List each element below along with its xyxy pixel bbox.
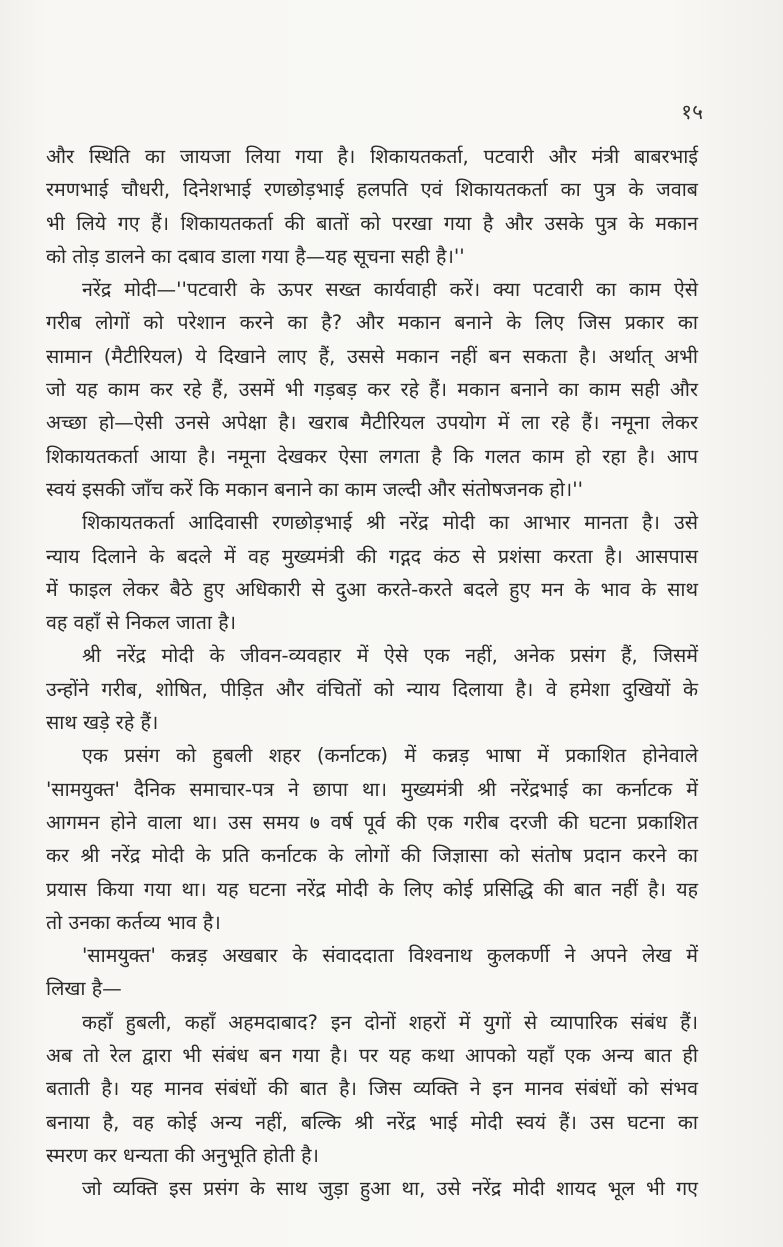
text-line: 'सामयुक्त' कन्नड़ अखबार के संवाददाता विश्वनाथ कुलकर्णी ने अपने लेख में	[82, 944, 698, 968]
page-number: १५	[681, 100, 703, 124]
paragraph	[46, 1172, 698, 1205]
text-line: गरीब लोगों को परेशान करने का है? और मकान बनाने के लिए जिस प्रकार का	[46, 311, 698, 335]
text-line: उन्होंने गरीब, शोषित, पीड़ित और वंचितों को न्याय दिलाया है। वे हमेशा दुखियों के	[46, 677, 698, 701]
text-line: अब तो रेल द्वारा भी संबंध बन गया है। पर यह कथा आपको यहाँ एक अन्य बात ही	[46, 1044, 698, 1068]
text-line: शिकायतकर्ता आया है। नमूना देखकर ऐसा लगता है कि गलत काम हो रहा है। आप	[46, 444, 698, 468]
paragraph	[46, 739, 698, 939]
text-line: सामान (मैटीरियल) ये दिखाने लाए हैं, उससे मकान नहीं बन सकता है। अर्थात् अभी	[46, 344, 698, 368]
text-line: वह वहाँ से निकल जाता है।	[46, 611, 237, 635]
text-line: जो यह काम कर रहे हैं, उसमें भी गड़बड़ कर रहे हैं। मकान बनाने का काम सही और	[46, 378, 698, 402]
text-line: 'सामयुक्त' दैनिक समाचार-पत्र ने छापा था। मुख्यमंत्री श्री नरेंद्रभाई का कर्नाटक में	[46, 777, 698, 801]
text-line: में फाइल लेकर बैठे हुए अधिकारी से दुआ करते-करते बदले हुए मन के भाव के साथ	[46, 577, 698, 601]
text-line: एक प्रसंग को हुबली शहर (कर्नाटक) में कन्नड़ भाषा में प्रकाशित होनेवाले	[82, 744, 698, 768]
text-line: तो उनका कर्तव्य भाव है।	[46, 910, 221, 934]
text-line: बताती है। यह मानव संबंधों की बात है। जिस व्यक्ति ने इन मानव संबंधों को संभव	[46, 1077, 698, 1101]
text-line: प्रयास किया गया था। यह घटना नरेंद्र मोदी के लिए कोई प्रसिद्धि की बात नहीं है। यह	[46, 877, 698, 901]
text-line: और स्थिति का जायजा लिया गया है। शिकायतकर्ता, पटवारी और मंत्री बाबरभाई	[46, 145, 698, 168]
paragraph	[46, 639, 698, 739]
text-line: श्री नरेंद्र मोदी के जीवन-व्यवहार में ऐसे एक नहीं, अनेक प्रसंग हैं, जिसमें	[82, 644, 698, 668]
text-line: आगमन होने वाला था। उस समय ७ वर्ष पूर्व की एक गरीब दरजी की घटना प्रकाशित	[46, 810, 698, 834]
paragraph	[46, 506, 698, 639]
text-line: को तोड़ डालने का दबाव डाला गया है—यह सूचना सही है।''	[46, 244, 465, 268]
text-line: स्वयं इसकी जाँच करें कि मकान बनाने का काम जल्दी और संतोषजनक हो।''	[46, 477, 584, 501]
body-text	[46, 140, 698, 1206]
text-line: लिखा है—	[46, 977, 122, 1001]
text-line: बनाया है, वह कोई अन्य नहीं, बल्कि श्री नरेंद्र भाई मोदी स्वयं हैं। उस घटना का	[46, 1110, 698, 1134]
text-line: कर श्री नरेंद्र मोदी के प्रति कर्नाटक के लोगों की जिज्ञासा को संतोष प्रदान करने का	[46, 844, 698, 868]
paragraph	[46, 1006, 698, 1172]
paragraph	[46, 939, 698, 1006]
text-line: न्याय दिलाने के बदले में वह मुख्यमंत्री की गद्गद कंठ से प्रशंसा करता है। आसपास	[46, 544, 698, 568]
text-line: अच्छा हो—ऐसी उनसे अपेक्षा है। खराब मैटीरियल उपयोग में ला रहे हैं। नमूना लेकर	[46, 411, 698, 435]
paragraph	[46, 273, 698, 506]
text-line: जो व्यक्ति इस प्रसंग के साथ जुड़ा हुआ था, उसे नरेंद्र मोदी शायद भूल भी गए	[82, 1177, 698, 1201]
text-line: साथ खड़े रहे हैं।	[46, 711, 159, 735]
text-line: कहाँ हुबली, कहाँ अहमदाबाद? इन दोनों शहरों में युगों से व्यापारिक संबंध हैं।	[82, 1010, 698, 1034]
text-line: नरेंद्र मोदी—''पटवारी के ऊपर सख्त कार्यवाही करें। क्या पटवारी का काम ऐसे	[82, 278, 698, 302]
text-line: रमणभाई चौधरी, दिनेशभाई रणछोड़भाई हलपति एवं शिकायतकर्ता का पुत्र के जवाब	[46, 178, 698, 202]
text-line: भी लिये गए हैं। शिकायतकर्ता की बातों को परखा गया है और उसके पुत्र के मकान	[46, 211, 698, 235]
text-line: स्मरण कर धन्यता की अनुभूति होती है।	[46, 1143, 319, 1167]
paragraph	[46, 140, 698, 273]
text-line: शिकायतकर्ता आदिवासी रणछोड़भाई श्री नरेंद्र मोदी का आभार मानता है। उसे	[82, 511, 698, 535]
